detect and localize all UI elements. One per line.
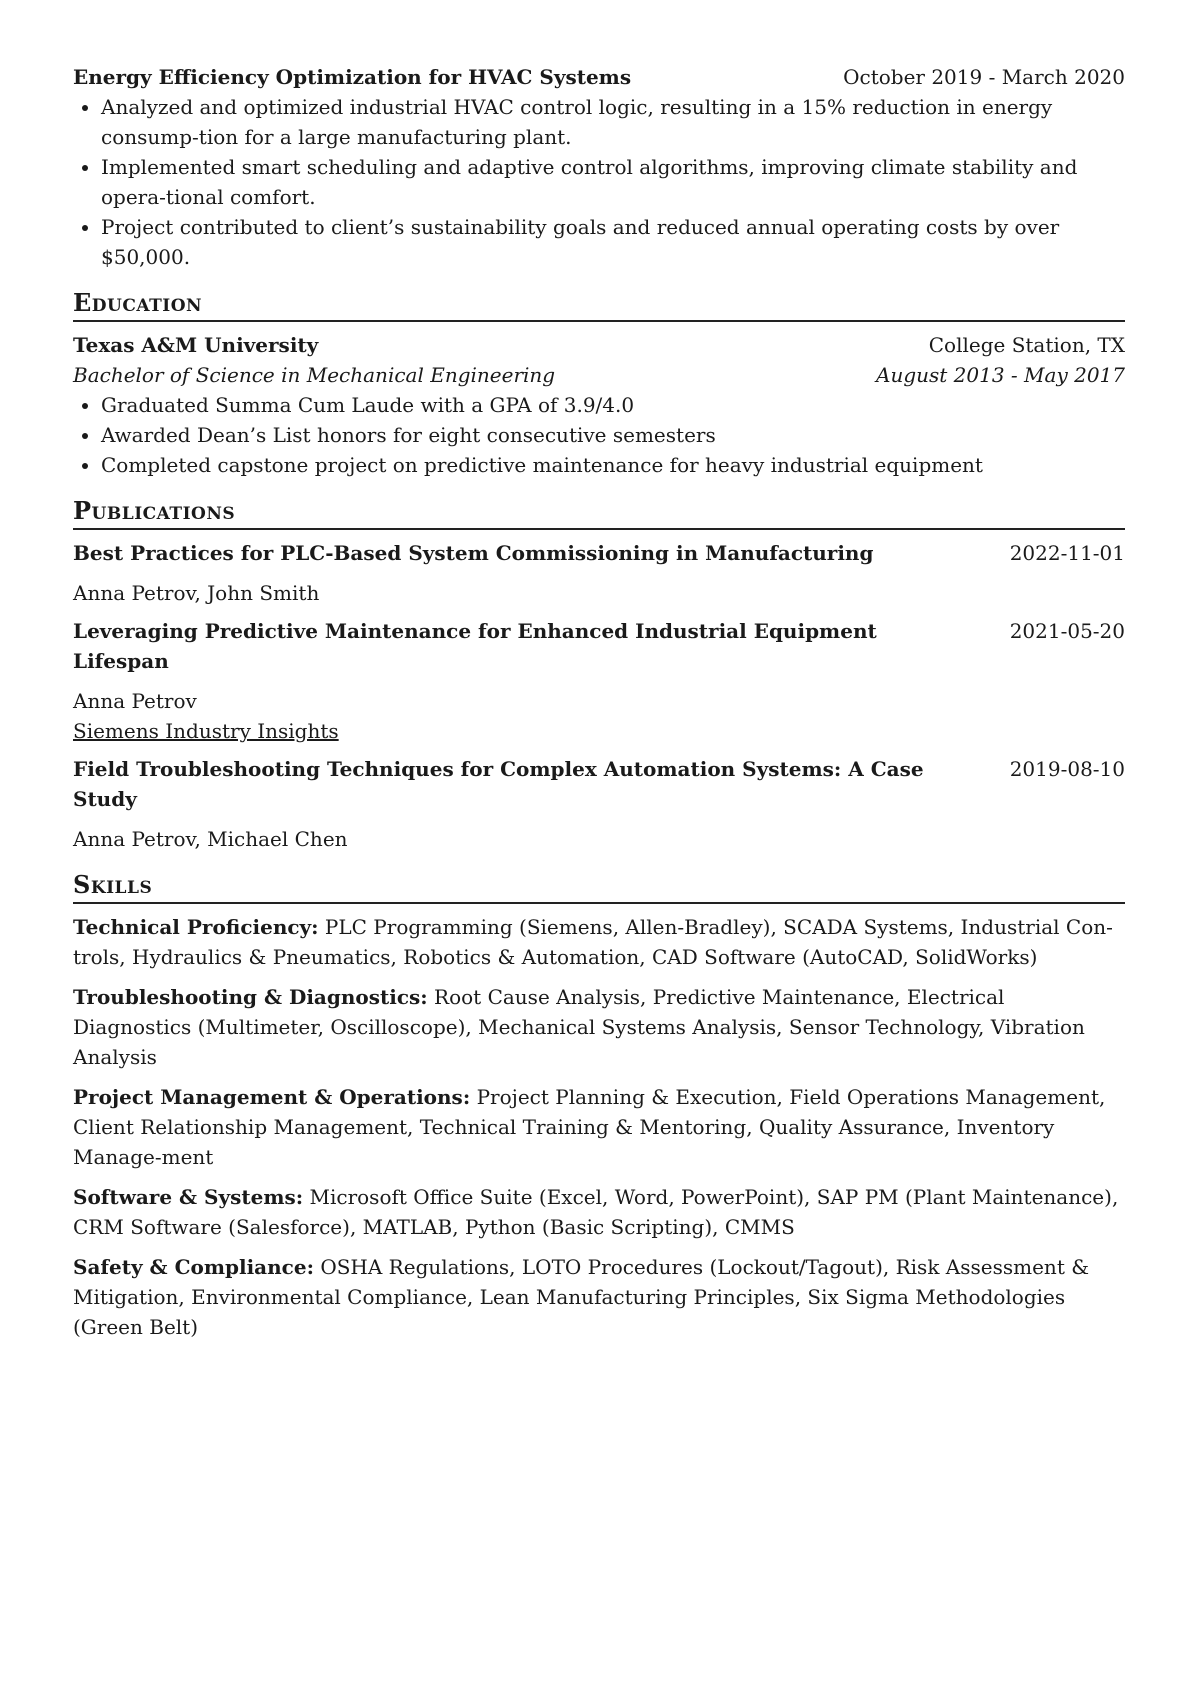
list-item: • Analyzed and optimized industrial HVAC control logic, resulting in a 15% reduction in energy consump-tion for a large manufacturing plant. bbox=[101, 92, 1125, 152]
section-heading-skills: Skills bbox=[73, 868, 1125, 904]
list-item: • Implemented smart scheduling and adaptive control algorithms, improving climate stability and opera-tional comfort. bbox=[101, 152, 1125, 212]
publication-venue-link[interactable]: Siemens Industry Insights bbox=[73, 719, 339, 743]
publication-item bbox=[73, 616, 1125, 746]
skill-item bbox=[73, 912, 1125, 972]
skill-label: Technical Proficiency: bbox=[73, 915, 319, 939]
skill-text: Project Planning & Execution, Field Operations Management, Client Relationship Management, Technical Training & Mentoring, Quality Assurance, Inventory Manage-ment bbox=[73, 1085, 1106, 1169]
list-item: • Project contributed to client’s sustainability goals and reduced annual operating costs by over $50,000. bbox=[101, 212, 1125, 272]
publication-date: 2022-11-01 bbox=[1009, 541, 1125, 565]
publication-authors: Anna Petrov, John Smith bbox=[73, 581, 320, 605]
project-bullets bbox=[73, 92, 1125, 272]
skill-text: Microsoft Office Suite (Excel, Word, PowerPoint), SAP PM (Plant Maintenance), CRM Software (Salesforce), MATLAB, Python (Basic Scripting), CMMS bbox=[73, 1185, 1119, 1239]
skill-label: Safety & Compliance: bbox=[73, 1255, 314, 1279]
project-entry bbox=[73, 62, 1125, 272]
project-dates: October 2019 - March 2020 bbox=[843, 65, 1125, 89]
skill-item bbox=[73, 1082, 1125, 1172]
list-item: • Awarded Dean’s List honors for eight consecutive semesters bbox=[101, 420, 1125, 450]
publication-title: Field Troubleshooting Techniques for Complex Automation Systems: A Case Study bbox=[73, 757, 924, 811]
publication-date: 2019-08-10 bbox=[1009, 757, 1125, 781]
project-title: Energy Efficiency Optimization for HVAC Systems bbox=[73, 65, 632, 89]
resume-page bbox=[73, 62, 1125, 1352]
publication-title: Best Practices for PLC-Based System Commissioning in Manufacturing bbox=[73, 541, 874, 565]
education-bullets bbox=[73, 390, 1125, 480]
skill-item bbox=[73, 982, 1125, 1072]
degree: Bachelor of Science in Mechanical Engineering bbox=[73, 363, 556, 387]
publication-item bbox=[73, 538, 1125, 608]
list-item: • Graduated Summa Cum Laude with a GPA of 3.9/4.0 bbox=[101, 390, 1125, 420]
skill-label: Project Management & Operations: bbox=[73, 1085, 471, 1109]
publication-authors: Anna Petrov bbox=[73, 689, 197, 713]
school-name: Texas A&M University bbox=[73, 333, 319, 357]
education-dates: August 2013 - May 2017 bbox=[876, 363, 1125, 387]
skill-text: Root Cause Analysis, Predictive Maintenance, Electrical Diagnostics (Multimeter, Oscilloscope), Mechanical Systems Analysis, Sensor Technology, Vibration Analysis bbox=[73, 985, 1085, 1069]
list-item: • Completed capstone project on predictive maintenance for heavy industrial equipment bbox=[101, 450, 1125, 480]
publication-authors: Anna Petrov, Michael Chen bbox=[73, 827, 348, 851]
school-location: College Station, TX bbox=[928, 333, 1125, 357]
skill-label: Software & Systems: bbox=[73, 1185, 304, 1209]
education-entry bbox=[73, 330, 1125, 480]
publication-item bbox=[73, 754, 1125, 854]
skill-item bbox=[73, 1252, 1125, 1342]
publication-title: Leveraging Predictive Maintenance for Enhanced Industrial Equipment Lifespan bbox=[73, 619, 877, 673]
skill-text: OSHA Regulations, LOTO Procedures (Lockout/Tagout), Risk Assessment & Mitigation, Environmental Compliance, Lean Manufacturing Principles, Six Sigma Methodologies (Green Belt) bbox=[73, 1255, 1090, 1339]
section-heading-education: Education bbox=[73, 286, 1125, 322]
skill-label: Troubleshooting & Diagnostics: bbox=[73, 985, 428, 1009]
skill-item bbox=[73, 1182, 1125, 1242]
publication-date: 2021-05-20 bbox=[1009, 619, 1125, 643]
skill-text: PLC Programming (Siemens, Allen-Bradley), SCADA Systems, Industrial Con-trols, Hydraulics & Pneumatics, Robotics & Automation, CAD Software (AutoCAD, SolidWorks) bbox=[73, 915, 1113, 969]
section-heading-publications: Publications bbox=[73, 494, 1125, 530]
